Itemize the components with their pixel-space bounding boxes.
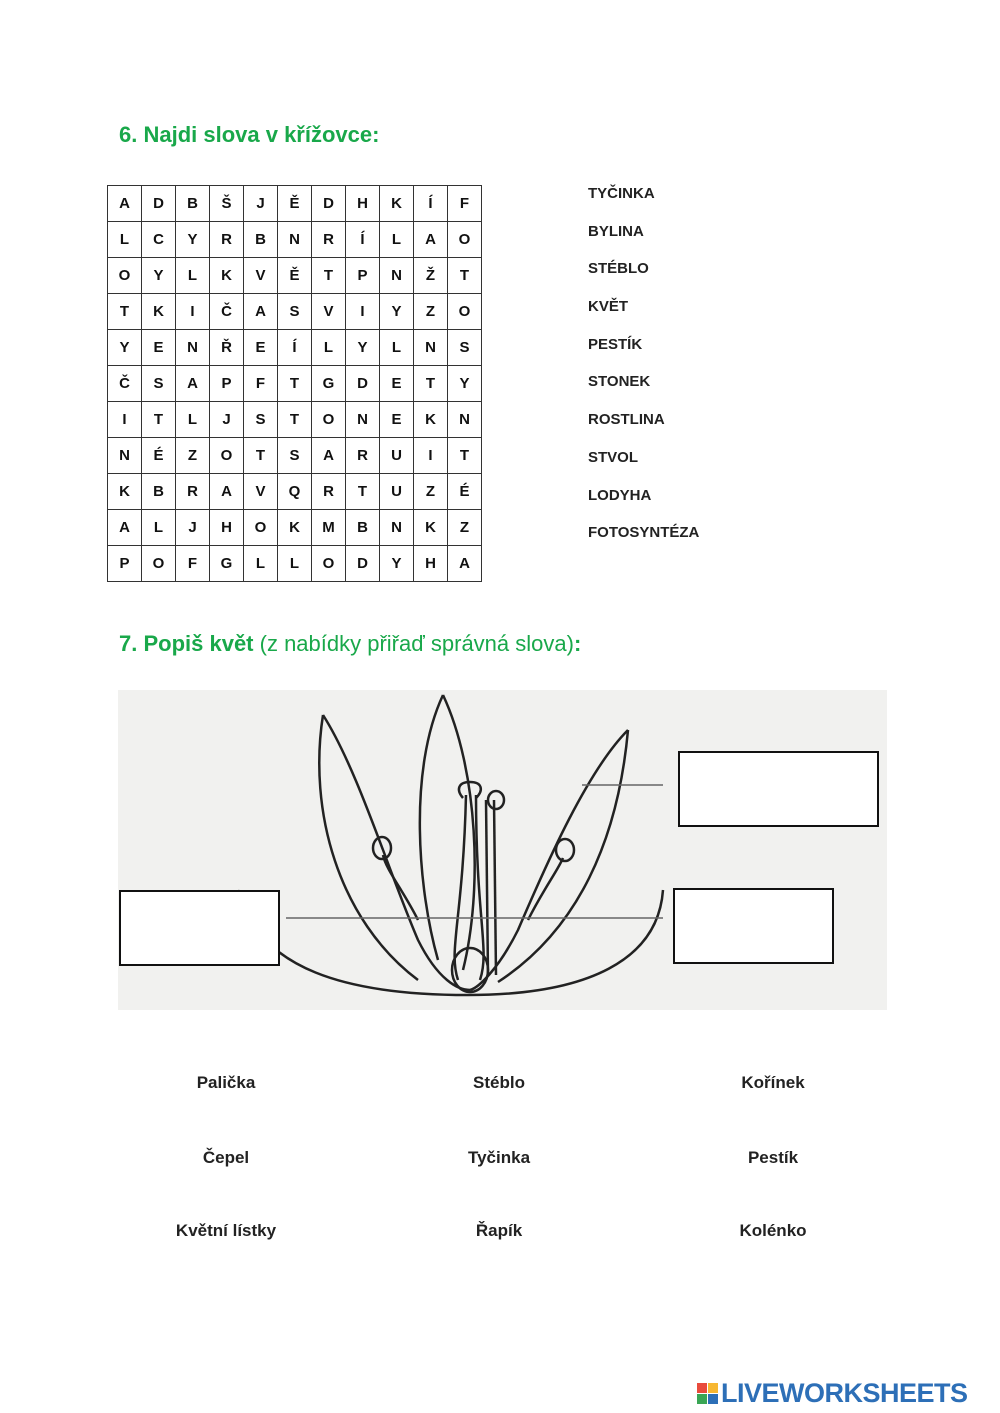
grid-cell[interactable]: F [176, 546, 210, 582]
grid-cell[interactable]: A [312, 438, 346, 474]
grid-cell[interactable]: T [346, 474, 380, 510]
grid-cell[interactable]: Z [414, 474, 448, 510]
grid-cell[interactable]: T [448, 438, 482, 474]
grid-cell[interactable]: K [278, 510, 312, 546]
grid-cell[interactable]: H [346, 186, 380, 222]
grid-cell[interactable]: E [244, 330, 278, 366]
grid-cell[interactable]: P [210, 366, 244, 402]
word-list-item: STÉBLO [588, 260, 649, 278]
grid-row [108, 546, 482, 582]
word-option[interactable]: Kořínek [741, 1073, 805, 1092]
grid-cell[interactable]: O [448, 222, 482, 258]
grid-cell[interactable]: Č [108, 366, 142, 402]
grid-cell[interactable]: U [380, 438, 414, 474]
grid-cell[interactable]: L [244, 546, 278, 582]
title-colon: : [573, 631, 582, 656]
word-list-item: BYLINA [588, 222, 644, 240]
grid-cell[interactable]: T [108, 294, 142, 330]
grid-cell[interactable]: E [380, 402, 414, 438]
grid-cell[interactable]: G [312, 366, 346, 402]
grid-cell[interactable]: Í [278, 330, 312, 366]
grid-row [108, 258, 482, 294]
word-search-grid [107, 185, 482, 582]
grid-cell[interactable]: Z [448, 510, 482, 546]
grid-cell[interactable]: É [448, 474, 482, 510]
logo-icon [697, 1383, 718, 1404]
grid-cell[interactable]: Ž [414, 258, 448, 294]
grid-cell[interactable]: E [142, 330, 176, 366]
title-normal: (z nabídky přiřaď správná slova) [253, 631, 574, 656]
grid-cell[interactable]: F [244, 366, 278, 402]
grid-cell[interactable]: Ě [278, 258, 312, 294]
grid-cell[interactable]: F [448, 186, 482, 222]
grid-cell[interactable]: Ě [278, 186, 312, 222]
grid-cell[interactable]: Ř [210, 330, 244, 366]
grid-cell[interactable]: B [244, 222, 278, 258]
word-option[interactable]: Palička [196, 1073, 256, 1092]
grid-cell[interactable]: T [278, 402, 312, 438]
grid-cell[interactable]: A [176, 366, 210, 402]
grid-cell[interactable]: A [414, 222, 448, 258]
liveworksheets-logo [697, 1378, 968, 1409]
grid-cell[interactable]: Č [210, 294, 244, 330]
word-list-item: PESTÍK [588, 335, 643, 353]
word-option[interactable]: Stéblo [473, 1073, 525, 1092]
word-option[interactable]: Řapík [475, 1221, 523, 1240]
grid-cell[interactable]: N [176, 330, 210, 366]
grid-cell[interactable]: Š [210, 186, 244, 222]
grid-cell[interactable]: N [108, 438, 142, 474]
grid-cell[interactable]: S [278, 438, 312, 474]
word-option[interactable]: Čepel [202, 1148, 250, 1167]
grid-cell[interactable]: L [312, 330, 346, 366]
grid-cell[interactable]: D [142, 186, 176, 222]
grid-cell[interactable]: B [142, 474, 176, 510]
grid-cell[interactable]: Y [346, 330, 380, 366]
grid-cell[interactable]: L [380, 330, 414, 366]
grid-cell[interactable]: C [142, 222, 176, 258]
grid-cell[interactable]: M [312, 510, 346, 546]
grid-row [108, 330, 482, 366]
grid-cell[interactable]: K [414, 510, 448, 546]
grid-row [108, 366, 482, 402]
grid-cell[interactable]: Y [176, 222, 210, 258]
word-list-item: STVOL [588, 448, 639, 466]
grid-cell[interactable]: K [414, 402, 448, 438]
grid-cell[interactable]: J [210, 402, 244, 438]
grid-cell[interactable]: Y [380, 546, 414, 582]
grid-row [108, 474, 482, 510]
grid-cell[interactable]: V [244, 474, 278, 510]
grid-cell[interactable]: R [346, 438, 380, 474]
grid-cell[interactable]: L [176, 402, 210, 438]
word-list-item: ROSTLINA [588, 411, 665, 429]
grid-row [108, 402, 482, 438]
grid-cell[interactable]: Í [346, 222, 380, 258]
word-list-item: FOTOSYNTÉZA [588, 524, 700, 542]
grid-cell[interactable]: O [210, 438, 244, 474]
grid-cell[interactable]: T [278, 366, 312, 402]
grid-cell[interactable]: S [142, 366, 176, 402]
word-option[interactable]: Pestík [747, 1148, 799, 1167]
word-option[interactable]: Tyčinka [467, 1148, 531, 1167]
grid-cell[interactable]: S [278, 294, 312, 330]
grid-cell[interactable]: R [312, 222, 346, 258]
grid-cell[interactable]: I [346, 294, 380, 330]
grid-cell[interactable]: K [210, 258, 244, 294]
answer-box-left[interactable] [119, 890, 280, 966]
grid-cell[interactable]: É [142, 438, 176, 474]
grid-cell[interactable]: O [312, 546, 346, 582]
grid-row [108, 294, 482, 330]
grid-cell[interactable]: I [414, 438, 448, 474]
grid-cell[interactable]: A [210, 474, 244, 510]
word-list-item: LODYHA [588, 486, 652, 504]
word-list [588, 185, 699, 562]
grid-cell[interactable]: U [380, 474, 414, 510]
grid-cell[interactable]: T [312, 258, 346, 294]
grid-cell[interactable]: A [108, 510, 142, 546]
grid-cell[interactable]: K [142, 294, 176, 330]
title-bold: 7. Popiš květ [119, 631, 254, 656]
grid-cell[interactable]: Y [142, 258, 176, 294]
grid-cell[interactable]: T [448, 258, 482, 294]
grid-cell[interactable]: L [142, 510, 176, 546]
grid-cell[interactable]: V [312, 294, 346, 330]
grid-cell[interactable]: N [346, 402, 380, 438]
grid-cell[interactable]: L [108, 222, 142, 258]
grid-cell[interactable]: K [380, 186, 414, 222]
grid-cell[interactable]: D [312, 186, 346, 222]
word-list-item: STONEK [588, 373, 651, 391]
grid-cell[interactable]: H [414, 546, 448, 582]
section-6-title: 6. Najdi slova v křížovce: [119, 122, 380, 147]
grid-cell[interactable]: R [176, 474, 210, 510]
grid-cell[interactable]: O [312, 402, 346, 438]
grid-cell[interactable]: O [142, 546, 176, 582]
grid-cell[interactable]: A [108, 186, 142, 222]
grid-cell[interactable]: O [244, 510, 278, 546]
grid-cell[interactable]: J [176, 510, 210, 546]
grid-cell[interactable]: D [346, 366, 380, 402]
grid-cell[interactable]: L [380, 222, 414, 258]
grid-row [108, 222, 482, 258]
grid-cell[interactable]: Y [108, 330, 142, 366]
grid-cell[interactable]: L [176, 258, 210, 294]
grid-cell[interactable]: P [346, 258, 380, 294]
grid-cell[interactable]: S [244, 402, 278, 438]
grid-row [108, 438, 482, 474]
grid-cell[interactable]: I [108, 402, 142, 438]
answer-box-top-right[interactable] [678, 751, 879, 827]
word-option[interactable]: Kolénko [739, 1221, 807, 1240]
grid-cell[interactable]: Z [176, 438, 210, 474]
grid-cell[interactable]: T [414, 366, 448, 402]
grid-cell[interactable]: Z [414, 294, 448, 330]
logo-text: LIVEWORKSHEETS [721, 1378, 968, 1408]
grid-cell[interactable]: Y [448, 366, 482, 402]
grid-cell[interactable]: S [448, 330, 482, 366]
grid-cell[interactable]: N [414, 330, 448, 366]
section-7-title [119, 631, 581, 657]
word-option[interactable]: Květní lístky [175, 1221, 277, 1240]
grid-row [108, 186, 482, 222]
grid-cell[interactable]: Í [414, 186, 448, 222]
grid-cell[interactable]: B [176, 186, 210, 222]
grid-cell[interactable]: B [346, 510, 380, 546]
grid-cell[interactable]: N [380, 258, 414, 294]
grid-cell[interactable]: I [176, 294, 210, 330]
grid-cell[interactable]: N [380, 510, 414, 546]
grid-cell[interactable]: L [278, 546, 312, 582]
grid-cell[interactable]: Q [278, 474, 312, 510]
grid-cell[interactable]: O [448, 294, 482, 330]
grid-cell[interactable]: V [244, 258, 278, 294]
grid-cell[interactable]: O [108, 258, 142, 294]
grid-cell[interactable]: N [448, 402, 482, 438]
grid-cell[interactable]: P [108, 546, 142, 582]
grid-cell[interactable]: K [108, 474, 142, 510]
grid-cell[interactable]: R [312, 474, 346, 510]
grid-cell[interactable]: T [142, 402, 176, 438]
grid-cell[interactable]: H [210, 510, 244, 546]
grid-cell[interactable]: R [210, 222, 244, 258]
grid-row [108, 510, 482, 546]
grid-cell[interactable]: G [210, 546, 244, 582]
grid-cell[interactable]: D [346, 546, 380, 582]
grid-cell[interactable]: E [380, 366, 414, 402]
grid-cell[interactable]: J [244, 186, 278, 222]
word-list-item: TYČINKA [588, 185, 655, 202]
grid-cell[interactable]: A [448, 546, 482, 582]
grid-cell[interactable]: T [244, 438, 278, 474]
grid-cell[interactable]: N [278, 222, 312, 258]
grid-cell[interactable]: A [244, 294, 278, 330]
word-list-item: KVĚT [588, 298, 629, 316]
answer-box-bottom-right[interactable] [673, 888, 834, 964]
grid-cell[interactable]: Y [380, 294, 414, 330]
